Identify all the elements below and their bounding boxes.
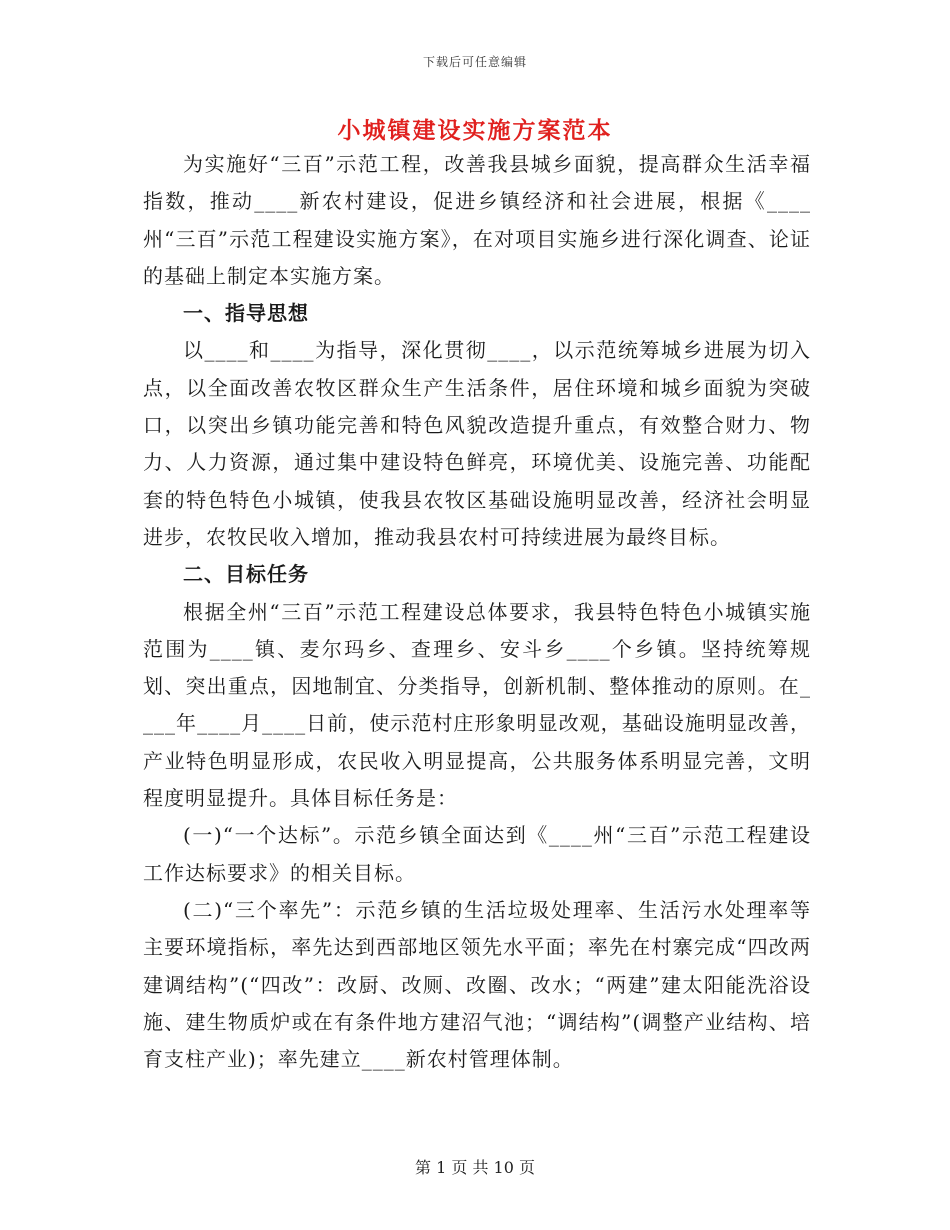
document-title: 小城镇建设实施方案范本 xyxy=(337,117,613,144)
paragraph-item-one-standard: (一)“一个达标”。示范乡镇全面达到《____州“三百”示范工程建设工作达标要求》的相关目标。 xyxy=(143,823,811,885)
paragraph-intro: 为实施好“三百”示范工程，改善我县城乡面貌，提高群众生活幸福指数，推动____新农村建设，促进乡镇经济和社会进展，根据《____州“三百”示范工程建设实施方案》，在对项目实施乡进行深化调查、论证的基础上制定本实施方案。 xyxy=(143,152,811,288)
paragraph-guiding-ideology: 以____和____为指导，深化贯彻____，以示范统筹城乡进展为切入点，以全面改善农牧区群众生产生活条件，居住环境和城乡面貌为突破口，以突出乡镇功能完善和特色风貌改造提升重点，有效整合财力、物力、人力资源，通过集中建设特色鲜亮，环境优美、设施完善、功能配套的特色特色小城镇，使我县农牧区基础设施明显改善，经济社会明显进步，农牧民收入增加，推动我县农村可持续进展为最终目标。 xyxy=(143,338,811,549)
page-number-footer: 第 1 页 共 10 页 xyxy=(415,1158,535,1177)
paragraph-goals: 根据全州“三百”示范工程建设总体要求，我县特色特色小城镇实施范围为____镇、麦尔玛乡、查理乡、安斗乡____个乡镇。坚持统筹规划、突出重点，因地制宜、分类指导，创新机制、整体推动的原则。在____年____月____日前，使示范村庄形象明显改观，基础设施明显改善，产业特色明显形成，农民收入明显提高，公共服务体系明显完善，文明程度明显提升。具体目标任务是： xyxy=(143,599,811,811)
header-note: 下载后可任意编辑 xyxy=(422,55,527,69)
paragraph-item-three-firsts: (二)“三个率先”：示范乡镇的生活垃圾处理率、生活污水处理率等主要环境指标，率先达到西部地区领先水平面；率先在村寨完成“四改两建调结构”(“四改”：改厨、改厕、改圈、改水；“两建”建太阳能洗浴设施、建生物质炉或在有条件地方建沼气池；“调结构”(调整产业结构、培育支柱产业)；率先建立____新农村管理体制。 xyxy=(143,897,811,1072)
section-heading-goals: 二、目标任务 xyxy=(183,562,309,587)
document-body xyxy=(143,146,811,1078)
section-heading-guiding-ideology: 一、指导思想 xyxy=(183,301,309,326)
